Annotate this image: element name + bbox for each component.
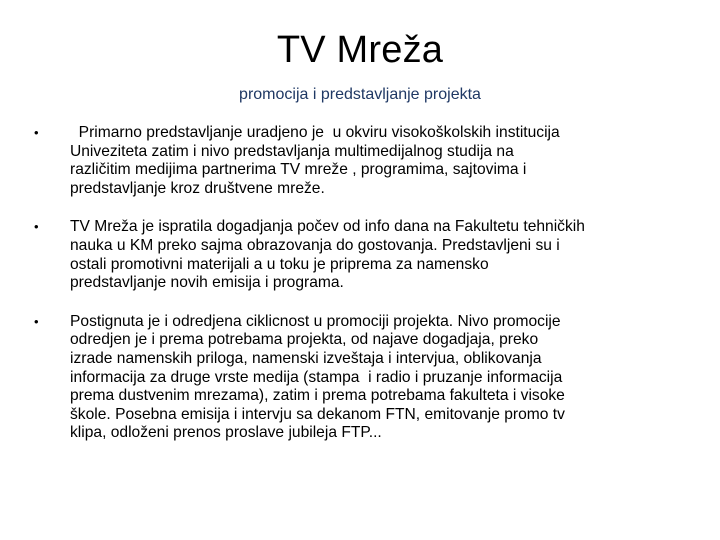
- bullet-line: škole. Posebna emisija i intervju sa dekanom FTN, emitovanje promo tv: [70, 405, 565, 423]
- bullet-text: [70, 313, 684, 443]
- bullet-line: Primarno predstavljanje uradjeno je u okviru visokoškolskih institucija: [70, 124, 560, 141]
- bullet-line: klipa, odloženi prenos proslave jubileja FTP...: [70, 424, 382, 442]
- bullet-line: različitim medijima partnerima TV mreže , programima, sajtovima i: [70, 161, 527, 179]
- bullet-line: predstavljanje novih emisija i programa.: [70, 274, 344, 292]
- bullet-line: informacija za druge vrste medija (stampa i radio i pruzanje informacija: [70, 368, 563, 386]
- bullet-marker: •: [34, 313, 39, 329]
- bullet-marker: •: [34, 125, 39, 140]
- bullet-line: predstavljanje kroz društvene mreže.: [70, 179, 325, 197]
- bullet-marker: •: [34, 219, 39, 235]
- bullet-item: [34, 218, 684, 292]
- bullet-line: prema dustvenim mrezama), zatim i prema potrebama fakulteta i visoke: [70, 387, 565, 405]
- bullet-text: [70, 218, 684, 292]
- bullet-line: nauka u KM preko sajma obrazovanja do gostovanja. Predstavljeni su i: [70, 236, 560, 254]
- slide-subtitle: promocija i predstavljanje projekta: [239, 86, 481, 103]
- bullet-line: odredjen je i prema potrebama projekta, od najave dogadjaja, preko: [70, 331, 539, 349]
- slide-title: TV Mreža: [276, 29, 444, 71]
- bullet-line: ostali promotivni materijali a u toku je priprema za namensko: [70, 255, 489, 273]
- bullet-text: [70, 124, 684, 198]
- bullet-line: TV Mreža je ispratila dogadjanja počev od info dana na Fakultetu tehničkih: [70, 218, 585, 236]
- bullet-item: [34, 313, 684, 443]
- bullet-item: [34, 124, 684, 198]
- bullet-list: [34, 124, 684, 463]
- bullet-line: izrade namenskih priloga, namenski izveštaja i intervjua, oblikovanja: [70, 349, 542, 367]
- bullet-line: Postignuta je i odredjena ciklicnost u promociji projekta. Nivo promocije: [70, 312, 561, 330]
- bullet-line: Univeziteta zatim i nivo predstavljanja multimedijalnog studija na: [70, 142, 514, 160]
